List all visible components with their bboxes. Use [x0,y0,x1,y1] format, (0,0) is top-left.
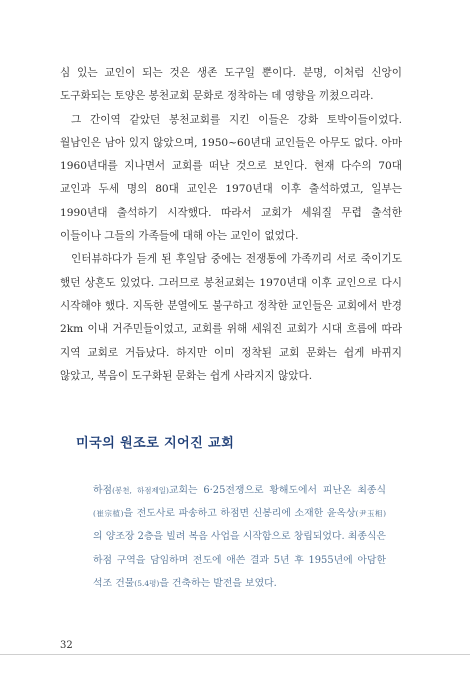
quote-text: 교회는 6·25전쟁으로 황해도에서 피난온 최종식 [168,485,386,496]
quote-note: (崔宗植) [93,509,124,519]
quoted-source-text [93,479,386,595]
quote-text: 을 전도사로 파송하고 하점면 신봉리에 소재한 윤옥상 [123,508,356,520]
page-number: 32 [60,640,73,651]
quote-paragraph [93,479,386,595]
quote-note: (尹玉相) [355,509,387,519]
quote-text: 하점 [93,485,113,496]
paragraph: 인터뷰하다가 듣게 된 후일담 중에는 전쟁통에 가족끼리 서로 죽이기도 했던 상흔도 있었다. 그러므로 봉천교회는 1970년대 이후 교인으로 다시 시작해야 했다. 지독한 분열에도 불구하고 정착한 교인들은 교회에서 반경 2km 이내 거주민들이었고, 교회를 위해 세워진 교회가 시대 흐름에 따라 지역 교회로 거듭났다. 하지만 이미 정착된 교회 문화는 쉽게 바뀌지 않았고, 복음이 도구화된 문화는 쉽게 사라지지 않았다. [60,253,402,382]
quote-note: (5.4평) [134,578,160,588]
quote-note: (봉천, 하점제일) [112,486,169,495]
paragraph-continued: 심 있는 교인이 되는 것은 생존 도구일 뿐이다. 분명, 이처럼 신앙이 도구화되는 토양은 봉천교회 문화로 정착하는 데 영향을 끼쳤으리라. [60,67,402,103]
quote-text: 을 건축하는 발전을 보였다. [159,577,277,589]
quote-text: 의 양조장 2층을 빌려 복음 사업을 시작함으로 창립되었다. 최종식은 하점 구역을 담임하며 전도에 애쓴 결과 5년 후 1955년에 아담한 석조 건물 [93,531,386,589]
section-title: 미국의 원조로 지어진 교회 [76,436,235,451]
body-text [60,62,402,388]
footer-divider [0,654,470,655]
paragraph: 그 간이역 같았던 봉천교회를 지킨 이들은 강화 토박이들이었다. 월남인은 남아 있지 않았으며, 1950~60년대 교인들은 아무도 없다. 아마 1960년대를 지나면서 교회를 떠난 것으로 보인다. 현재 다수의 70대 교인과 두세 명의 80대 교인은 1970년대 이후 출석하였고, 일부는 1990년대 출석하기 시작했다. 따라서 교회가 세워질 무렵 출석한 이들이나 그들의 가족들에 대해 아는 교인이 없었다. [60,113,402,243]
